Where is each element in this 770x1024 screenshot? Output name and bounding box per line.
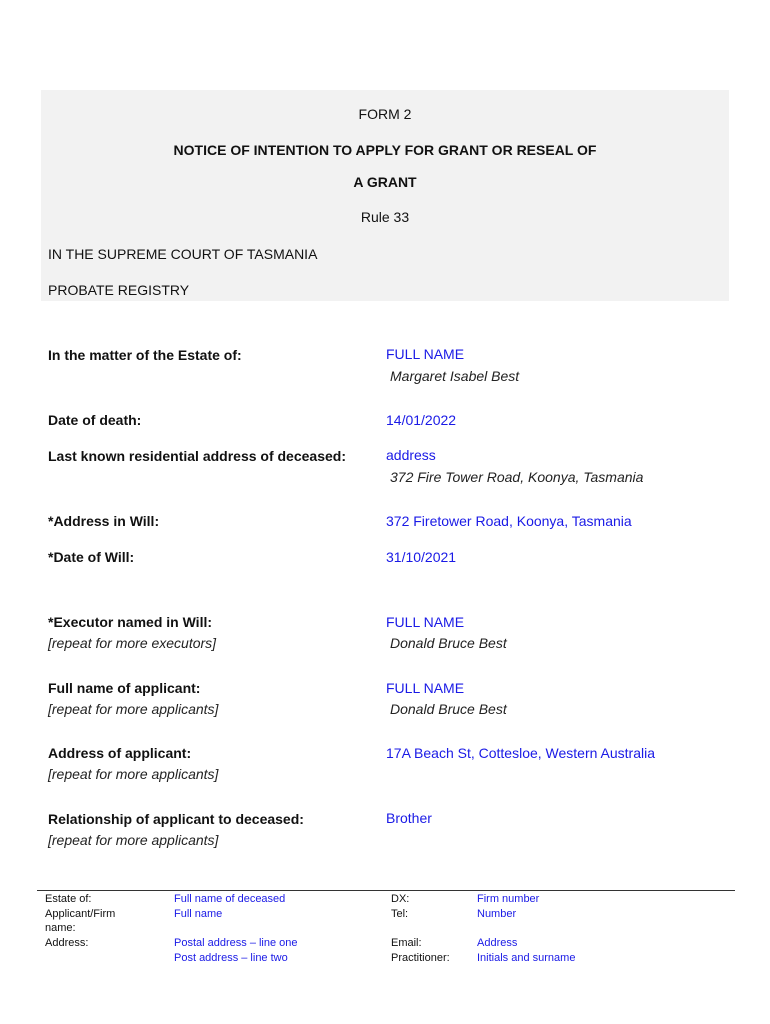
- rule-reference: Rule 33: [360, 209, 410, 225]
- footer-dx-label: DX:: [391, 893, 410, 905]
- applicant-address-sub: [repeat for more applicants]: [48, 766, 219, 782]
- footer-tel-value[interactable]: Number: [477, 908, 517, 920]
- estate-label: In the matter of the Estate of:: [48, 347, 242, 363]
- footer-practitioner-value[interactable]: Initials and surname: [477, 952, 576, 964]
- footer-email-label: Email:: [391, 937, 422, 949]
- estate-hint: FULL NAME: [386, 346, 465, 362]
- executor-hint: FULL NAME: [386, 614, 465, 630]
- footer-practitioner-label: Practitioner:: [391, 952, 450, 964]
- footer-estate-value[interactable]: Full name of deceased: [174, 893, 286, 905]
- relationship-value[interactable]: Brother: [386, 810, 432, 826]
- deceased-address-label: Last known residential address of deceased:: [48, 448, 346, 464]
- footer-divider: [37, 890, 735, 891]
- death-date-label: Date of death:: [48, 412, 142, 428]
- footer-address-line-2[interactable]: Post address – line two: [174, 952, 288, 964]
- death-date-value[interactable]: 14/01/2022: [386, 412, 457, 428]
- relationship-sub: [repeat for more applicants]: [48, 832, 219, 848]
- form-title-line-1: NOTICE OF INTENTION TO APPLY FOR GRANT OR RESEAL OF: [173, 142, 597, 158]
- executor-label: *Executor named in Will:: [48, 614, 213, 630]
- footer-address-label: Address:: [45, 937, 89, 949]
- will-date-label: *Date of Will:: [48, 549, 135, 565]
- footer-tel-label: Tel:: [391, 908, 409, 920]
- registry-name: PROBATE REGISTRY: [48, 282, 190, 298]
- applicant-hint: FULL NAME: [386, 680, 465, 696]
- will-date-value[interactable]: 31/10/2021: [386, 549, 457, 565]
- footer-applicant-value[interactable]: Full name: [174, 908, 223, 920]
- applicant-sub: [repeat for more applicants]: [48, 701, 219, 717]
- footer-applicant-label-1: Applicant/Firm: [45, 908, 116, 920]
- footer-email-value[interactable]: Address: [477, 937, 518, 949]
- footer-address-line-1[interactable]: Postal address – line one: [174, 937, 298, 949]
- applicant-address-value[interactable]: 17A Beach St, Cottesloe, Western Australia: [386, 745, 656, 761]
- will-address-label: *Address in Will:: [48, 513, 160, 529]
- executor-sub: [repeat for more executors]: [48, 635, 217, 651]
- will-address-value[interactable]: 372 Firetower Road, Koonya, Tasmania: [386, 513, 632, 529]
- form-title-line-2: A GRANT: [353, 174, 417, 190]
- estate-value[interactable]: Margaret Isabel Best: [390, 368, 520, 384]
- applicant-label: Full name of applicant:: [48, 680, 201, 696]
- deceased-address-hint: address: [386, 447, 436, 463]
- relationship-label: Relationship of applicant to deceased:: [48, 811, 304, 827]
- form-number: FORM 2: [358, 106, 412, 122]
- applicant-address-label: Address of applicant:: [48, 745, 192, 761]
- executor-value[interactable]: Donald Bruce Best: [390, 635, 507, 651]
- applicant-value[interactable]: Donald Bruce Best: [390, 701, 507, 717]
- deceased-address-value[interactable]: 372 Fire Tower Road, Koonya, Tasmania: [390, 469, 644, 485]
- footer-applicant-label-2: name:: [45, 922, 76, 934]
- footer-dx-value[interactable]: Firm number: [477, 893, 540, 905]
- court-name: IN THE SUPREME COURT OF TASMANIA: [48, 246, 318, 262]
- footer-estate-label: Estate of:: [45, 893, 92, 905]
